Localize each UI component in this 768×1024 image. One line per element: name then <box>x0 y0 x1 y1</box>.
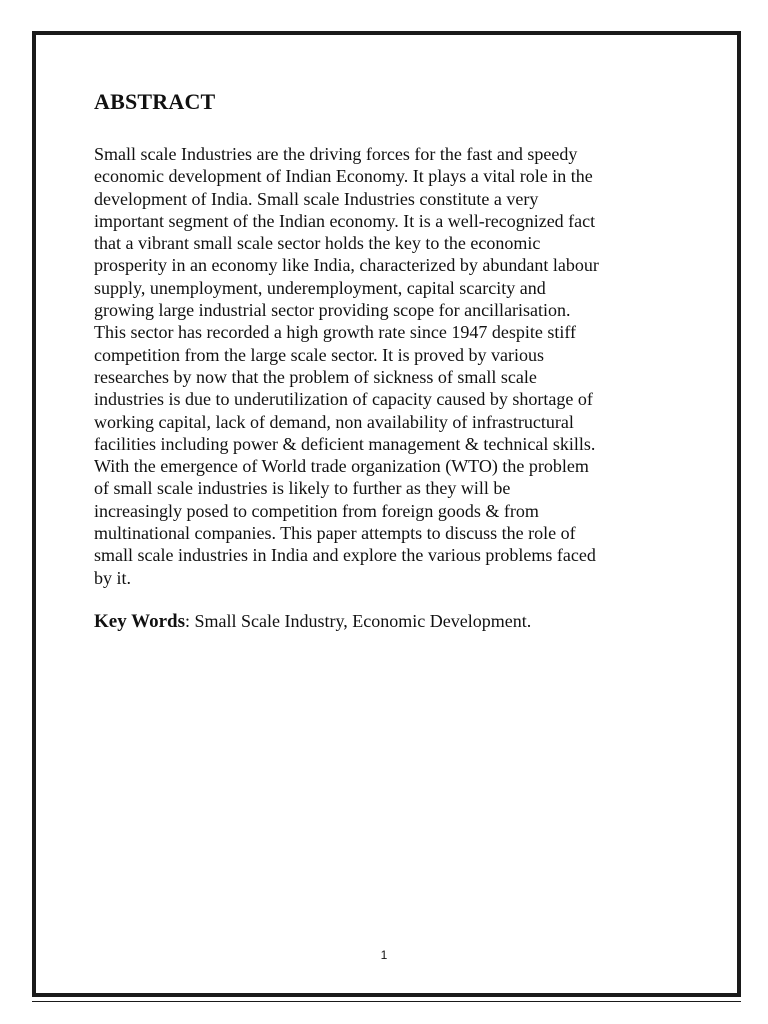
abstract-line: This sector has recorded a high growth rate since 1947 despite stiff <box>94 322 577 343</box>
abstract-line: development of India. Small scale Industries constitute a very <box>94 188 539 209</box>
abstract-line: economic development of Indian Economy. It plays a vital role in the <box>94 166 593 187</box>
abstract-line: of small scale industries is likely to further as they will be <box>94 478 511 499</box>
abstract-line: by it. <box>94 567 132 588</box>
abstract-line: facilities including power & deficient management & technical skills. <box>94 433 596 454</box>
abstract-line: multinational companies. This paper attempts to discuss the role of <box>94 523 576 544</box>
keywords-text: : Small Scale Industry, Economic Development. <box>184 610 532 631</box>
keywords-paragraph <box>94 609 684 634</box>
abstract-line: industries is due to underutilization of capacity caused by shortage of <box>94 389 593 410</box>
abstract-body <box>94 143 684 589</box>
abstract-line: supply, unemployment, underemployment, capital scarcity and <box>94 277 546 298</box>
keywords-label: Key Words <box>94 610 185 632</box>
abstract-line: increasingly posed to competition from foreign goods & from <box>94 500 539 521</box>
page-number: 1 <box>380 948 388 962</box>
abstract-line: prosperity in an economy like India, characterized by abundant labour <box>94 255 599 276</box>
abstract-line: With the emergence of World trade organization (WTO) the problem <box>94 456 589 477</box>
abstract-line: growing large industrial sector providing scope for ancillarisation. <box>94 300 571 321</box>
abstract-line: competition from the large scale sector. It is proved by various <box>94 344 545 365</box>
abstract-line: working capital, lack of demand, non availability of infrastructural <box>94 411 574 432</box>
abstract-line: researches by now that the problem of sickness of small scale <box>94 366 537 387</box>
abstract-line: small scale industries in India and explore the various problems faced <box>94 545 596 566</box>
abstract-heading: ABSTRACT <box>94 89 216 114</box>
abstract-line: that a vibrant small scale sector holds the key to the economic <box>94 233 541 254</box>
abstract-section <box>94 88 684 634</box>
abstract-line: Small scale Industries are the driving forces for the fast and speedy <box>94 144 578 164</box>
abstract-line: important segment of the Indian economy. It is a well-recognized fact <box>94 210 596 231</box>
